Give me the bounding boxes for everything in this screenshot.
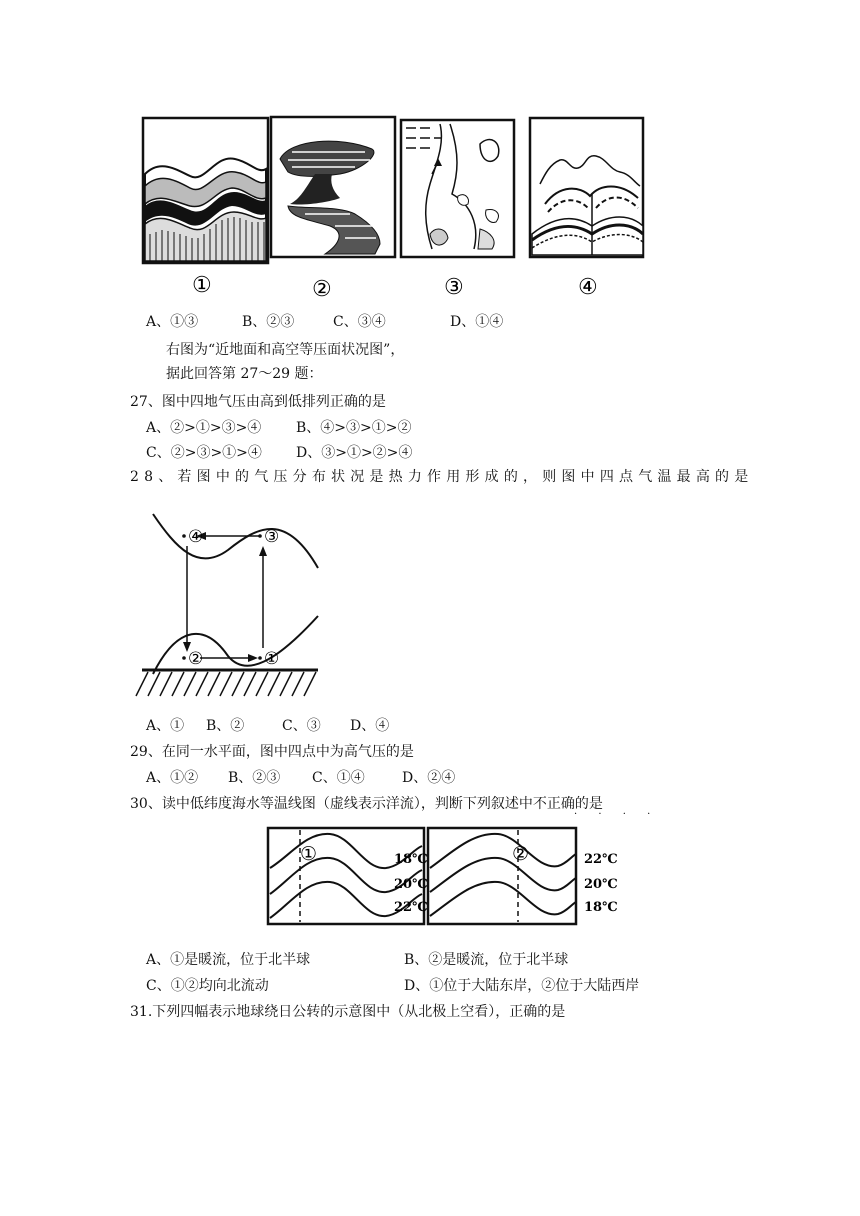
q26-option-a: A、①③ bbox=[146, 314, 199, 330]
point-2-label: ② bbox=[188, 649, 204, 669]
q27-option-c: C、②>③>①>④ bbox=[146, 445, 262, 461]
left-map-marker: ① bbox=[300, 843, 318, 865]
q30-stem-prefix: 30、读中低纬度海水等温线图（虚线表示洋流），判断下列叙述中 bbox=[130, 796, 533, 812]
q30-option-d: D、①位于大陆东岸，②位于大陆西岸 bbox=[404, 978, 640, 994]
q29-stem: 29、在同一水平面，图中四点中为高气压的是 bbox=[130, 744, 414, 760]
intro-line-2: 据此回答第 27～29 题： bbox=[166, 366, 323, 382]
q28-stem: 28、若图中的气压分布状况是热力作用形成的，则图中四点气温最高的是 bbox=[130, 469, 754, 485]
left-label-18: 18℃ bbox=[394, 852, 428, 867]
right-label-22: 22℃ bbox=[584, 852, 618, 867]
isotherm-maps bbox=[266, 826, 642, 928]
left-label-20: 20℃ bbox=[394, 877, 428, 892]
q30-option-a: A、①是暖流，位于北半球 bbox=[146, 952, 311, 968]
left-label-22: 22℃ bbox=[394, 900, 428, 915]
point-3-label: ③ bbox=[264, 527, 280, 547]
q28-option-a: A、① bbox=[146, 718, 185, 734]
q30-option-c: C、①②均向北流动 bbox=[146, 978, 269, 994]
q26-option-c: C、③④ bbox=[333, 314, 386, 330]
q27-stem: 27、图中四地气压由高到低排列正确的是 bbox=[130, 394, 386, 410]
q27-option-d: D、③>①>②>④ bbox=[296, 445, 413, 461]
q30-stem bbox=[130, 794, 603, 814]
emphasis-dots: · · · · bbox=[574, 809, 660, 820]
q27-option-b: B、④>③>①>② bbox=[296, 420, 412, 436]
q29-option-a: A、①② bbox=[146, 770, 199, 786]
q31-stem: 31.下列四幅表示地球绕日公转的示意图中（从北极上空看），正确的是 bbox=[130, 1004, 566, 1020]
q28-option-d: D、④ bbox=[350, 718, 390, 734]
q26-option-b: B、②③ bbox=[242, 314, 295, 330]
point-1-label: ① bbox=[264, 649, 280, 669]
q29-option-b: B、②③ bbox=[228, 770, 281, 786]
panel-3-label: ③ bbox=[444, 275, 464, 300]
q30-option-b: B、②是暖流，位于北半球 bbox=[404, 952, 569, 968]
isobar-figure bbox=[128, 506, 328, 702]
right-isotherm-map bbox=[428, 828, 576, 924]
q29-option-c: C、①④ bbox=[312, 770, 365, 786]
panel-1-strata bbox=[143, 118, 268, 263]
q28-option-c: C、③ bbox=[282, 718, 321, 734]
q30-stem-suffix: 的是 bbox=[574, 796, 603, 812]
right-map-marker: ② bbox=[512, 843, 530, 865]
geology-figures bbox=[140, 114, 650, 304]
panel-2-label: ② bbox=[312, 277, 332, 302]
q26-option-d: D、①④ bbox=[450, 314, 504, 330]
q27-option-a: A、②>①>③>④ bbox=[146, 420, 262, 436]
right-label-18: 18℃ bbox=[584, 900, 618, 915]
panel-1-label: ① bbox=[192, 273, 212, 298]
intro-line-1: 右图为“近地面和高空等压面状况图”， bbox=[166, 342, 405, 358]
q28-option-b: B、② bbox=[206, 718, 245, 734]
panel-4-folded-strata bbox=[530, 118, 643, 257]
q30-stem-emph: 不正确 bbox=[532, 796, 575, 812]
point-4-label: ④ bbox=[188, 527, 204, 547]
panel-3-river-map bbox=[401, 120, 514, 257]
q29-option-d: D、②④ bbox=[402, 770, 456, 786]
panel-4-label: ④ bbox=[578, 275, 598, 300]
panel-2-mushroom-rock bbox=[271, 117, 395, 257]
right-label-20: 20℃ bbox=[584, 877, 618, 892]
